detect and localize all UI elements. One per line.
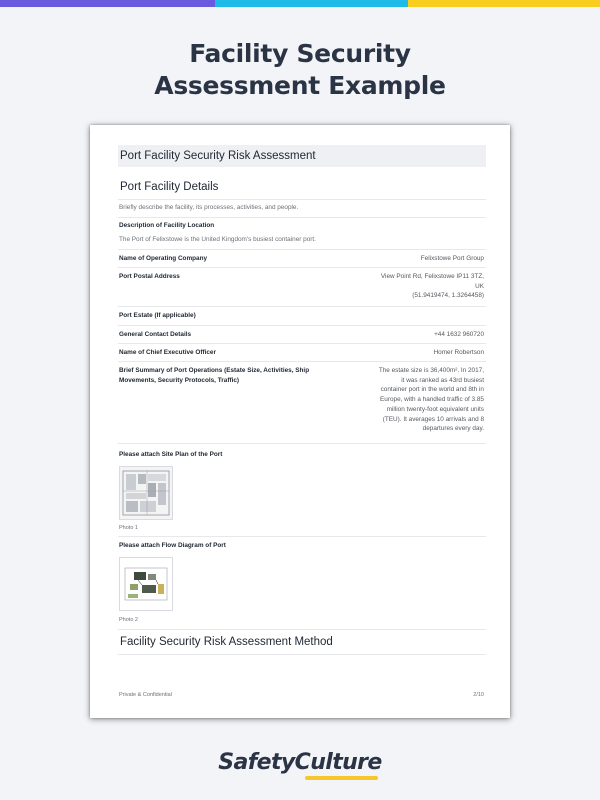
- top-bar-cyan: [215, 0, 408, 7]
- operations-summary-line: departures every day.: [422, 425, 484, 433]
- document-page: [90, 125, 510, 718]
- postal-address-coordinates: (51.9419474, 1.3264458): [412, 292, 484, 300]
- postal-address-line: View Point Rd, Felixstowe IP11 3TZ,: [380, 273, 484, 280]
- flow-diagram-caption: Photo 2: [119, 617, 138, 623]
- site-plan-image: [120, 467, 172, 519]
- flow-diagram-label: Please attach Flow Diagram of Port: [119, 542, 226, 549]
- location-label: Description of Facility Location: [119, 222, 215, 229]
- operations-summary-label-line: Movements, Security Protocols, Traffic): [119, 376, 240, 384]
- operations-summary-label-line: Brief Summary of Port Operations (Estate Size, Activities, Ship: [119, 367, 310, 374]
- flow-diagram-thumbnail[interactable]: [119, 557, 173, 611]
- postal-address-value: [381, 272, 484, 301]
- divider: [118, 629, 486, 630]
- safetyculture-logo: SafetyCulture: [218, 750, 382, 775]
- operations-summary-line: container port in the world and 8th in: [380, 386, 484, 394]
- operations-summary-line: (TEU). It averages 10 arrivals and 8: [382, 415, 484, 423]
- page-number: 2/10: [473, 692, 484, 698]
- top-bar-purple: [0, 0, 215, 7]
- top-bar-yellow: [408, 0, 600, 7]
- document-header-title: Port Facility Security Risk Assessment: [120, 150, 316, 162]
- flow-diagram-image: [120, 558, 172, 610]
- top-color-bar: [0, 0, 600, 7]
- location-text: The Port of Felixstowe is the United Kingdom's busiest container port.: [119, 236, 316, 243]
- postal-address-line: UK: [475, 282, 484, 290]
- divider: [118, 199, 486, 200]
- divider: [118, 306, 486, 307]
- ceo-value: Homer Robertson: [433, 349, 484, 356]
- contact-label: General Contact Details: [119, 331, 192, 338]
- divider: [118, 654, 486, 655]
- operating-company-label: Name of Operating Company: [119, 255, 208, 262]
- operations-summary-line: The estate size is 36,400m². In 2017,: [378, 367, 484, 374]
- postal-address-label: Port Postal Address: [119, 273, 180, 280]
- intro-text: Briefly describe the facility, its processes, activities, and people.: [119, 204, 299, 211]
- operations-summary-value: [379, 366, 484, 434]
- divider: [118, 267, 486, 268]
- divider: [118, 217, 486, 218]
- divider: [118, 536, 486, 537]
- section-title-port-facility-details: Port Facility Details: [120, 181, 219, 193]
- page-title-line1: Facility Security: [189, 39, 411, 68]
- operations-summary-line: million twenty-foot equivalent units: [386, 405, 484, 413]
- operating-company-value: Felixstowe Port Group: [420, 255, 484, 262]
- divider: [118, 361, 486, 362]
- site-plan-label: Please attach Site Plan of the Port: [119, 451, 223, 458]
- site-plan-thumbnail[interactable]: [119, 466, 173, 520]
- operations-summary-label: [119, 366, 309, 385]
- site-plan-caption: Photo 1: [119, 525, 138, 531]
- port-estate-label: Port Estate (If applicable): [119, 312, 196, 319]
- divider: [118, 325, 486, 326]
- logo-underline-accent: [305, 776, 378, 780]
- operations-summary-line: it was ranked as 43rd busiest: [401, 376, 484, 384]
- divider: [118, 343, 486, 344]
- footer-confidential: Private & Confidential: [119, 692, 172, 698]
- contact-value: +44 1632 960720: [434, 331, 484, 338]
- ceo-label: Name of Chief Executive Officer: [119, 349, 216, 356]
- section-title-risk-assessment-method: Facility Security Risk Assessment Method: [120, 636, 333, 648]
- document-header: [118, 145, 486, 167]
- divider: [118, 249, 486, 250]
- page-title: [0, 38, 600, 102]
- divider: [118, 443, 486, 444]
- page-title-line2: Assessment Example: [154, 71, 446, 100]
- operations-summary-line: Europe, with a handled traffic of 3.85: [380, 396, 484, 404]
